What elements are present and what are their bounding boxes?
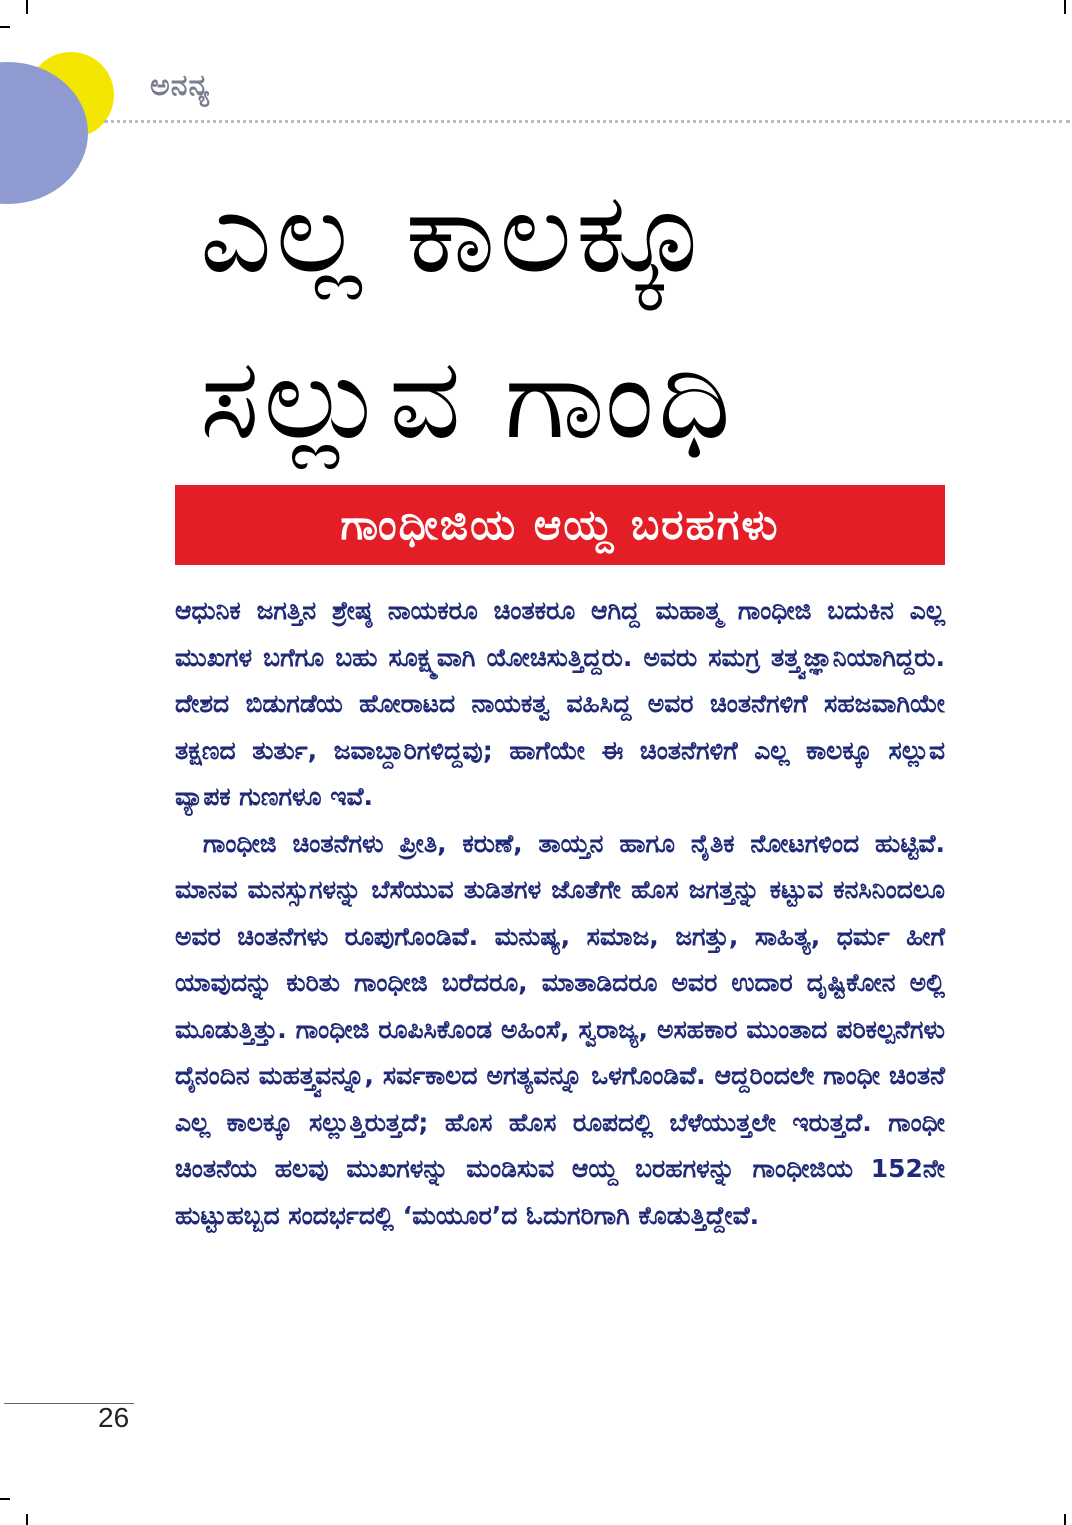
body-paragraph-1: ಆಧುನಿಕ ಜಗತ್ತಿನ ಶ್ರೇಷ್ಠ ನಾಯಕರೂ ಚಿಂತಕರೂ ಆಗಿದ್ದ ಮಹಾತ್ಮ ಗಾಂಧೀಜಿ ಬದುಕಿನ ಎಲ್ಲ ಮುಖಗಳ ಬಗೆಗೂ ಬಹು ಸೂಕ್ಷ್ಮವಾಗಿ ಯೋಚಿಸುತ್ತಿದ್ದರು. ಅವರು ಸಮಗ್ರ ತತ್ತ್ವಜ್ಞಾನಿಯಾಗಿದ್ದರು. ದೇಶದ ಬಿಡುಗಡೆಯ ಹೋರಾಟದ ನಾಯಕತ್ವ ವಹಿಸಿದ್ದ ಅವರ ಚಿಂತನೆಗಳಿಗೆ ಸಹಜವಾಗಿಯೇ ತಕ್ಷಣದ ತುರ್ತು, ಜವಾಬ್ದಾರಿಗಳಿದ್ದವು; ಹಾಗೆಯೇ ಈ ಚಿಂತನೆಗಳಿಗೆ ಎಲ್ಲ ಕಾಲಕ್ಕೂ ಸಲ್ಲುವ ವ್ಯಾಪಕ ಗುಣಗಳೂ ಇವೆ. [175,596,945,811]
crop-mark-left-lower [0,1498,10,1500]
crop-mark-top-left [26,0,28,14]
subtitle-banner [175,485,945,565]
page-number: 26 [98,1402,130,1433]
body-paragraph-2: ಗಾಂಧೀಜಿ ಚಿಂತನೆಗಳು ಪ್ರೀತಿ, ಕರುಣೆ, ತಾಯ್ತನ ಹಾಗೂ ನೈತಿಕ ನೋಟಗಳಿಂದ ಹುಟ್ಟಿವೆ. ಮಾನವ ಮನಸ್ಸುಗಳನ್ನು ಬೆಸೆಯುವ ತುಡಿತಗಳ ಜೊತೆಗೇ ಹೊಸ ಜಗತ್ತನ್ನು ಕಟ್ಟುವ ಕನಸಿನಿಂದಲೂ ಅವರ ಚಿಂತನೆಗಳು ರೂಪುಗೊಂಡಿವೆ. ಮನುಷ್ಯ, ಸಮಾಜ, ಜಗತ್ತು, ಸಾಹಿತ್ಯ, ಧರ್ಮ ಹೀಗೆ ಯಾವುದನ್ನು ಕುರಿತು ಗಾಂಧೀಜಿ ಬರೆದರೂ, ಮಾತಾಡಿದರೂ ಅವರ ಉದಾರ ದೃಷ್ಟಿಕೋನ ಅಲ್ಲಿ ಮೂಡುತ್ತಿತ್ತು. ಗಾಂಧೀಜಿ ರೂಪಿಸಿಕೊಂಡ ಅಹಿಂಸೆ, ಸ್ವರಾಜ್ಯ, ಅಸಹಕಾರ ಮುಂತಾದ ಪರಿಕಲ್ಪನೆಗಳು ದೈನಂದಿನ ಮಹತ್ತ್ವವನ್ನೂ, ಸರ್ವಕಾಲದ ಅಗತ್ಯವನ್ನೂ ಒಳಗೊಂಡಿವೆ. ಆದ್ದರಿಂದಲೇ ಗಾಂಧೀ ಚಿಂತನೆ ಎಲ್ಲ ಕಾಲಕ್ಕೂ ಸಲ್ಲುತ್ತಿರುತ್ತದೆ; ಹೊಸ ಹೊಸ ರೂಪದಲ್ಲಿ ಬೆಳೆಯುತ್ತಲೇ ಇರುತ್ತದೆ. ಗಾಂಧೀ ಚಿಂತನೆಯ ಹಲವು ಮುಖಗಳನ್ನು ಮಂಡಿಸುವ ಆಯ್ದ ಬರಹಗಳನ್ನು ಗಾಂಧೀಜಿಯ 152ನೇ ಹುಟ್ಟುಹಬ್ಬದ ಸಂದರ್ಭದಲ್ಲಿ ‘ಮಯೂರ’ದ ಓದುಗರಿಗಾಗಿ ಕೊಡುತ್ತಿದ್ದೇವೆ. [175,828,945,1230]
article-body [175,588,945,1239]
headline [200,150,960,482]
section-label: ಅನನ್ಯ [150,68,211,103]
headline-line-2: ಸಲ್ಲುವ ಗಾಂಧಿ [200,334,735,464]
crop-mark-bottom-left [26,1514,28,1525]
crop-mark-left-upper [0,26,10,28]
header-dotted-rule [104,120,1070,123]
crop-mark-bottom-right [1064,1514,1066,1525]
crop-mark-top-right [1064,0,1066,14]
subtitle-text: ಗಾಂಧೀಜಿಯ ಆಯ್ದ ಬರಹಗಳು [340,500,780,549]
headline-line-1: ಎಲ್ಲ ಕಾಲಕ್ಕೂ [200,168,713,298]
